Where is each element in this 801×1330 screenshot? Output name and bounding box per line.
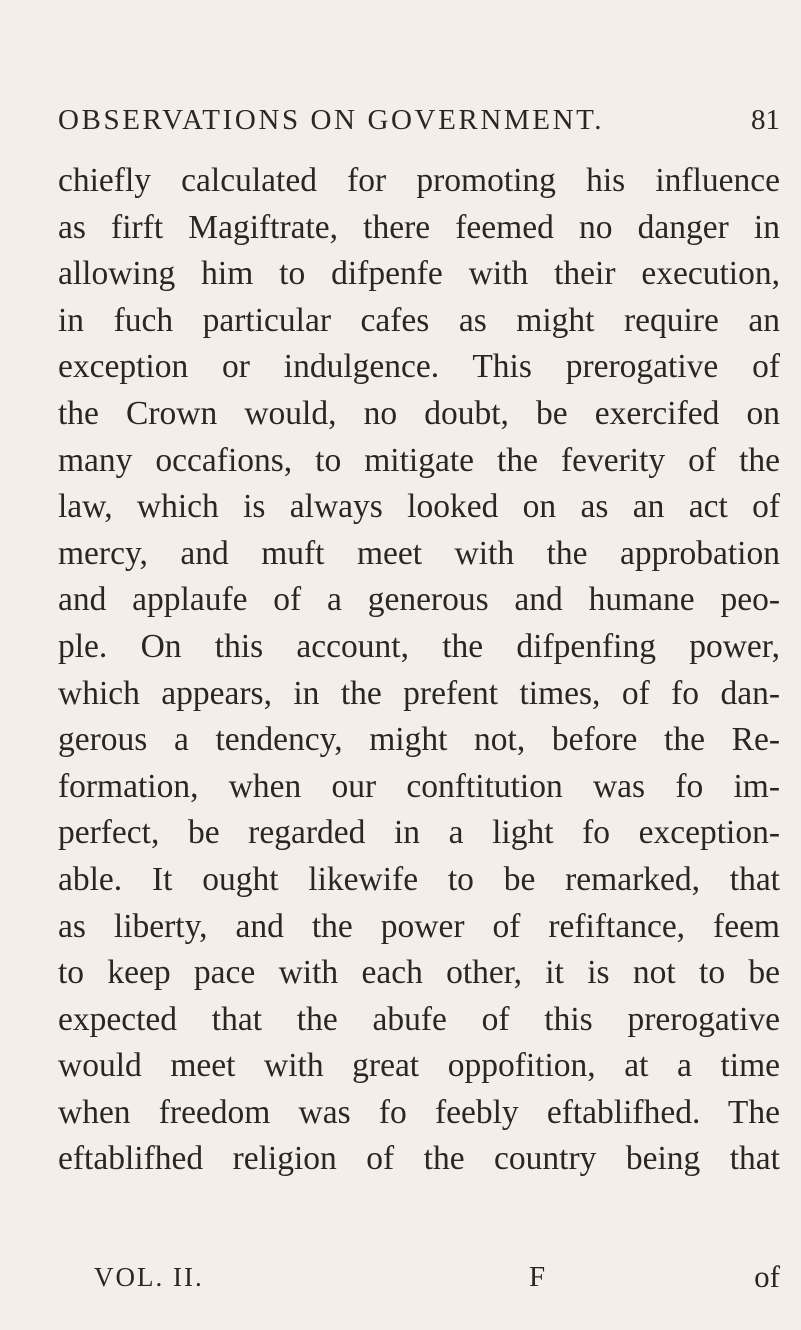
text-line: ple. On this account, the difpenfing power,: [58, 627, 780, 665]
text-line: exception or indulgence. This prerogative of: [58, 348, 780, 386]
text-line: which appears, in the prefent times, of fo dan-: [58, 674, 780, 712]
text-line: expected that the abufe of this prerogative: [58, 1000, 780, 1038]
text-line: chiefly calculated for promoting his influence: [58, 162, 780, 199]
text-line: would meet with great oppofition, at a time: [58, 1047, 780, 1085]
volume-signature: VOL. II.: [94, 1262, 204, 1292]
text-line: in fuch particular cafes as might require an: [58, 301, 780, 339]
text-line: mercy, and muft meet with the approbation: [58, 534, 780, 572]
text-line: as firft Magiftrate, there feemed no danger in: [58, 208, 780, 246]
text-line: perfect, be regarded in a light fo exception-: [58, 814, 780, 852]
text-line: the Crown would, no doubt, be exercifed on: [58, 394, 780, 432]
text-line: law, which is always looked on as an act of: [58, 488, 780, 526]
page-number: 81: [751, 104, 780, 136]
body-text: [58, 158, 780, 1183]
page-footer: [94, 1257, 780, 1297]
catchword: of: [754, 1259, 780, 1294]
signature-mark: F: [529, 1261, 546, 1293]
text-line: many occafions, to mitigate the feverity of the: [58, 441, 780, 479]
text-line: to keep pace with each other, it is not to be: [58, 954, 780, 992]
text-line: as liberty, and the power of refiftance, feem: [58, 907, 780, 945]
text-line: formation, when our conftitution was fo im-: [58, 767, 780, 805]
text-line: allowing him to difpenfe with their execution,: [58, 255, 780, 293]
text-line: and applaufe of a generous and humane peo-: [58, 581, 780, 619]
running-title: OBSERVATIONS ON GOVERNMENT.: [58, 104, 605, 136]
text-line: eftablifhed religion of the country being that: [58, 1140, 780, 1178]
text-line: when freedom was fo feebly eftablifhed. The: [58, 1093, 780, 1131]
running-head: [58, 100, 780, 140]
text-line: gerous a tendency, might not, before the Re-: [58, 721, 780, 759]
text-line: able. It ought likewife to be remarked, that: [58, 860, 780, 898]
